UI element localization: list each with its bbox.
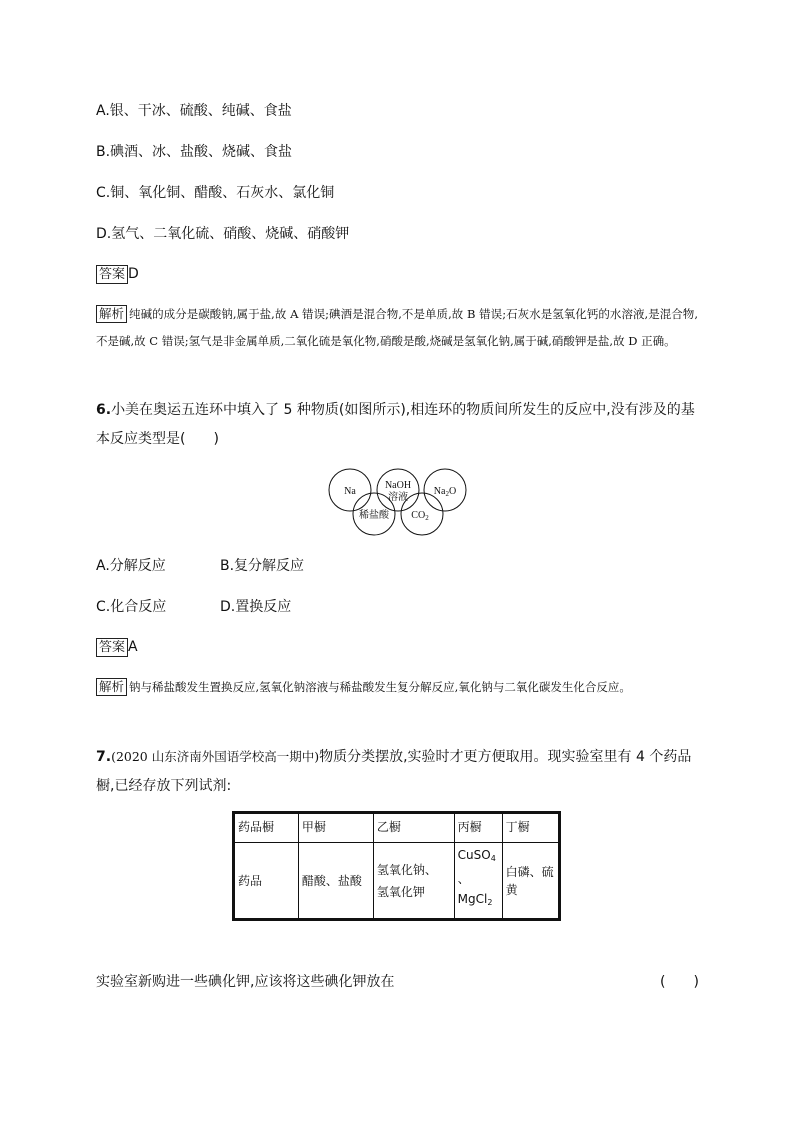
q6-answer (96, 637, 138, 657)
header-cell: 丁橱 (502, 813, 559, 843)
analysis-text: 纯碱的成分是碳酸钠,属于盐,故 A 错误;碘酒是混合物,不是单质,故 B 错误;石灰水是氢氧化钙的水溶液,是混合物,不是碱,故 C 错误;氢气是非金属单质,二氧化硫是氧化物,硝酸是酸,烧碱是氢氧化钠,属于碱,硝酸钾是盐,故 D 正确。 (96, 307, 698, 348)
cell-ding: 白磷、硫 黄 (502, 843, 559, 920)
question-number: 6. (96, 402, 112, 418)
q6-analysis (96, 674, 698, 701)
reagent-cabinet-table (232, 811, 561, 921)
label-naoh-solution: 溶液 (388, 492, 408, 503)
question-text: 小美在奥运五连环中填入了 5 种物质(如图所示),相连环的物质间所发生的反应中,没有涉及的基本反应类型是( ) (96, 402, 695, 447)
q7-stem (96, 742, 700, 801)
q5-answer (96, 264, 139, 284)
label-hcl: 稀盐酸 (359, 510, 389, 521)
question-source: (2020 山东济南外国语学校高一期中) (111, 749, 320, 764)
label-co2: $CO_2$ (411, 510, 429, 522)
cell-bing: CuSO$_4$ 、 MgCl$_2$ (454, 843, 502, 920)
answer-label: 答案 (96, 638, 128, 657)
question-number: 7. (96, 749, 112, 765)
row-label: 药品 (234, 843, 299, 920)
q5-option-d: D.氢气、二氧化硫、硝酸、烧碱、硝酸钾 (96, 226, 350, 242)
q6-stem (96, 396, 700, 454)
header-cell: 药品橱 (234, 813, 299, 843)
q5-option-c: C.铜、氧化铜、醋酸、石灰水、氯化铜 (96, 185, 335, 201)
analysis-label: 解析 (96, 305, 127, 323)
header-cell: 甲橱 (298, 813, 373, 843)
label-na2o: $Na_2O$ (433, 486, 457, 498)
header-cell: 丙橱 (454, 813, 502, 843)
answer-value: A (128, 639, 138, 655)
q5-option-b: B.碘酒、冰、盐酸、烧碱、食盐 (96, 144, 293, 160)
q5-analysis (96, 301, 698, 355)
answer-label: 答案 (96, 265, 128, 284)
cell-yi: 氢氧化钠、 氢氧化钾 (373, 843, 454, 920)
q6-option-a: A.分解反应 (96, 558, 166, 574)
answer-value: D (128, 266, 139, 282)
cell-jia: 醋酸、盐酸 (298, 843, 373, 920)
header-cell: 乙橱 (373, 813, 454, 843)
q7-followup: 实验室新购进一些碘化钾,应该将这些碘化钾放在 (96, 974, 395, 990)
analysis-label: 解析 (96, 678, 127, 696)
analysis-text: 钠与稀盐酸发生置换反应,氢氧化钠溶液与稀盐酸发生复分解反应,氧化钠与二氧化碳发生化合反应。 (129, 680, 631, 694)
question-text: 物质分类摆放,实验时才更方便取用。现实验室里有 4 个药品橱,已经存放下列试剂: (96, 749, 692, 794)
q6-option-c: C.化合反应 (96, 599, 167, 615)
table-row (234, 843, 560, 920)
answer-blank: ( ) (660, 974, 699, 990)
table-header-row (234, 813, 560, 843)
q6-option-d: D.置换反应 (220, 599, 292, 615)
label-naoh: NaOH (384, 480, 412, 491)
q5-option-a: A.银、干冰、硫酸、纯碱、食盐 (96, 103, 292, 119)
label-na: Na (344, 486, 356, 497)
olympic-rings-diagram (320, 462, 480, 542)
q6-option-b: B.复分解反应 (220, 558, 305, 574)
